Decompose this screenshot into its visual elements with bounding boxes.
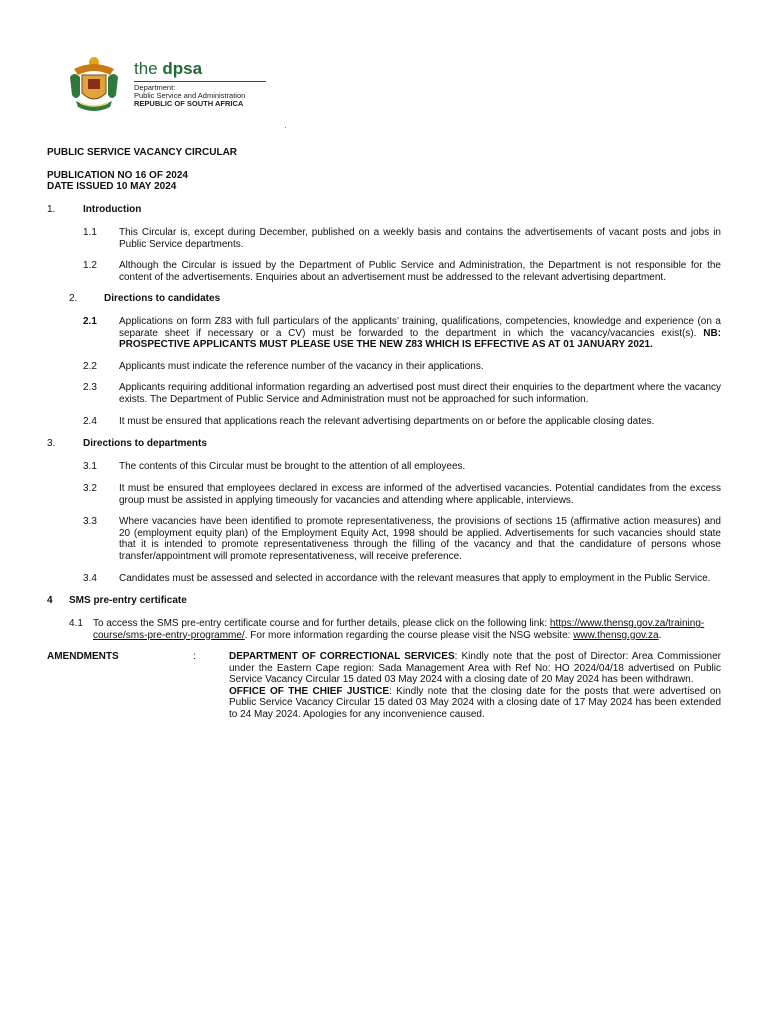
item-1-2-number: 1.2 <box>83 260 97 271</box>
item-2-4-number: 2.4 <box>83 416 97 427</box>
item-1-1-text: This Circular is, except during December, published on a weekly basis and contains the advertisements of vacant posts and jobs in Public Service departments. <box>119 227 721 250</box>
amendments-body <box>229 651 721 720</box>
nsg-website-link[interactable]: www.thensg.gov.za <box>573 629 659 641</box>
item-3-4-number: 3.4 <box>83 573 97 584</box>
section-1-heading: Introduction <box>83 204 142 215</box>
section-3-heading: Directions to departments <box>83 438 207 449</box>
section-4-heading: SMS pre-entry certificate <box>69 595 187 606</box>
item-2-1-text <box>119 316 721 351</box>
coat-of-arms-icon <box>66 55 122 115</box>
sms-course-link[interactable]: https://www.thensg.gov.za/training-course/sms-pre-entry-programme/ <box>93 618 705 641</box>
item-2-4-text: It must be ensured that applications reach the relevant advertising departments on or before the applicable closing dates. <box>119 416 655 427</box>
item-2-1-number: 2.1 <box>83 316 97 327</box>
amendment-1-text: : Kindly note that the post of Director: Area Commissioner under the Eastern Cape region: Sada Management Area with Ref No: HO 2024/04/18 advertised on Public Service Vacancy Circular 15 dated 03 May 2024 with a closing date of 20 May 2024 has been withdrawn. <box>229 651 721 685</box>
item-3-3-text: Where vacancies have been identified to promote representativeness, the provisions of sections 15 (affirmative action measures) and 20 (employment equity plan) of the Employment Equity Act, 1998 should be applied. Advertisements for such vacancies should state that it is intended to promote representativeness through the filling of the vacancy and that the candidature of persons whose transfer/appointment will promote representativeness, will receive preference. <box>119 516 721 562</box>
doc-title: PUBLIC SERVICE VACANCY CIRCULAR <box>47 147 238 158</box>
amendment-1-department: DEPARTMENT OF CORRECTIONAL SERVICES <box>229 651 455 662</box>
amendments-label: AMENDMENTS <box>47 651 119 662</box>
logo-brand <box>134 60 202 78</box>
item-2-3-text: Applicants requiring additional information regarding an advertised post must direct their enquiries to the department where the vacancy exists. The Department of Public Service and Administration must not be approached for such information. <box>119 382 721 405</box>
item-2-3-number: 2.3 <box>83 382 97 393</box>
logo-department-label: Department: <box>134 83 176 92</box>
logo-country: REPUBLIC OF SOUTH AFRICA <box>134 99 244 108</box>
item-3-2-text: It must be ensured that employees declared in excess are informed of the advertised vacancies. Potential candidates from the excess group must be assisted in applying timeously for vacancies and attending where applicable, interviews. <box>119 483 721 506</box>
section-4-number: 4 <box>47 595 53 606</box>
logo-brand-prefix: the <box>134 59 163 78</box>
item-3-3-number: 3.3 <box>83 516 97 527</box>
section-2-number: 2. <box>69 293 78 304</box>
logo-department-name: Public Service and Administration <box>134 91 246 100</box>
item-3-2-number: 3.2 <box>83 483 97 494</box>
amendment-chief-justice <box>229 686 721 721</box>
item-1-2-text: Although the Circular is issued by the Department of Public Service and Administration, the Department is not responsible for the content of the advertisements. Enquiries about an advertisement must be addressed to the relevant advertising department. <box>119 260 721 283</box>
section-3-number: 3. <box>47 438 56 449</box>
amendment-correctional-services <box>229 651 721 686</box>
item-1-1-number: 1.1 <box>83 227 97 238</box>
item-3-4-text: Candidates must be assessed and selected in accordance with the relevant measures that apply to employment in the Public Service. <box>119 573 711 584</box>
item-2-2-number: 2.2 <box>83 361 97 372</box>
section-2-heading: Directions to candidates <box>104 293 221 304</box>
item-4-1-number: 4.1 <box>69 618 83 629</box>
logo-divider <box>134 81 266 82</box>
item-4-1-middle: . For more information regarding the course please visit the NSG website: <box>244 629 574 641</box>
item-2-1-body: Applications on form Z83 with full particulars of the applicants’ training, qualifications, competencies, knowledge and experience (on a separate sheet if necessary or a CV) must be forwarded to the department in which the vacancy/vacancies exist(s). <box>119 316 721 339</box>
doc-publication: PUBLICATION NO 16 OF 2024 <box>47 170 188 181</box>
logo-brand-main: dpsa <box>162 59 203 78</box>
item-4-1-end: . <box>658 629 662 641</box>
stray-dot <box>285 127 286 128</box>
section-1-number: 1. <box>47 204 56 215</box>
item-4-1-intro: To access the SMS pre-entry certificate course and for further details, please click on the following link: <box>93 618 550 629</box>
amendments-colon: : <box>193 651 196 662</box>
item-2-1-notice: NB: PROSPECTIVE APPLICANTS MUST PLEASE USE THE NEW Z83 WHICH IS EFFECTIVE AS AT 01 JANUARY 2021. <box>119 327 721 350</box>
amendment-2-text: : Kindly note that the closing date for the posts that were advertised on Public Service Vacancy Circular 15 dated 03 May 2024 with a closing date of 17 May 2024 has been extended to 24 May 2024. Apologies for any inconvenience caused. <box>229 685 721 720</box>
item-3-1-text: The contents of this Circular must be brought to the attention of all employees. <box>119 461 466 472</box>
item-2-2-text: Applicants must indicate the reference number of the vacancy in their applications. <box>119 361 484 372</box>
item-4-1-text <box>93 618 721 641</box>
item-3-1-number: 3.1 <box>83 461 97 472</box>
amendment-2-department: OFFICE OF THE CHIEF JUSTICE <box>229 685 390 697</box>
doc-date-issued: DATE ISSUED 10 MAY 2024 <box>47 181 177 192</box>
